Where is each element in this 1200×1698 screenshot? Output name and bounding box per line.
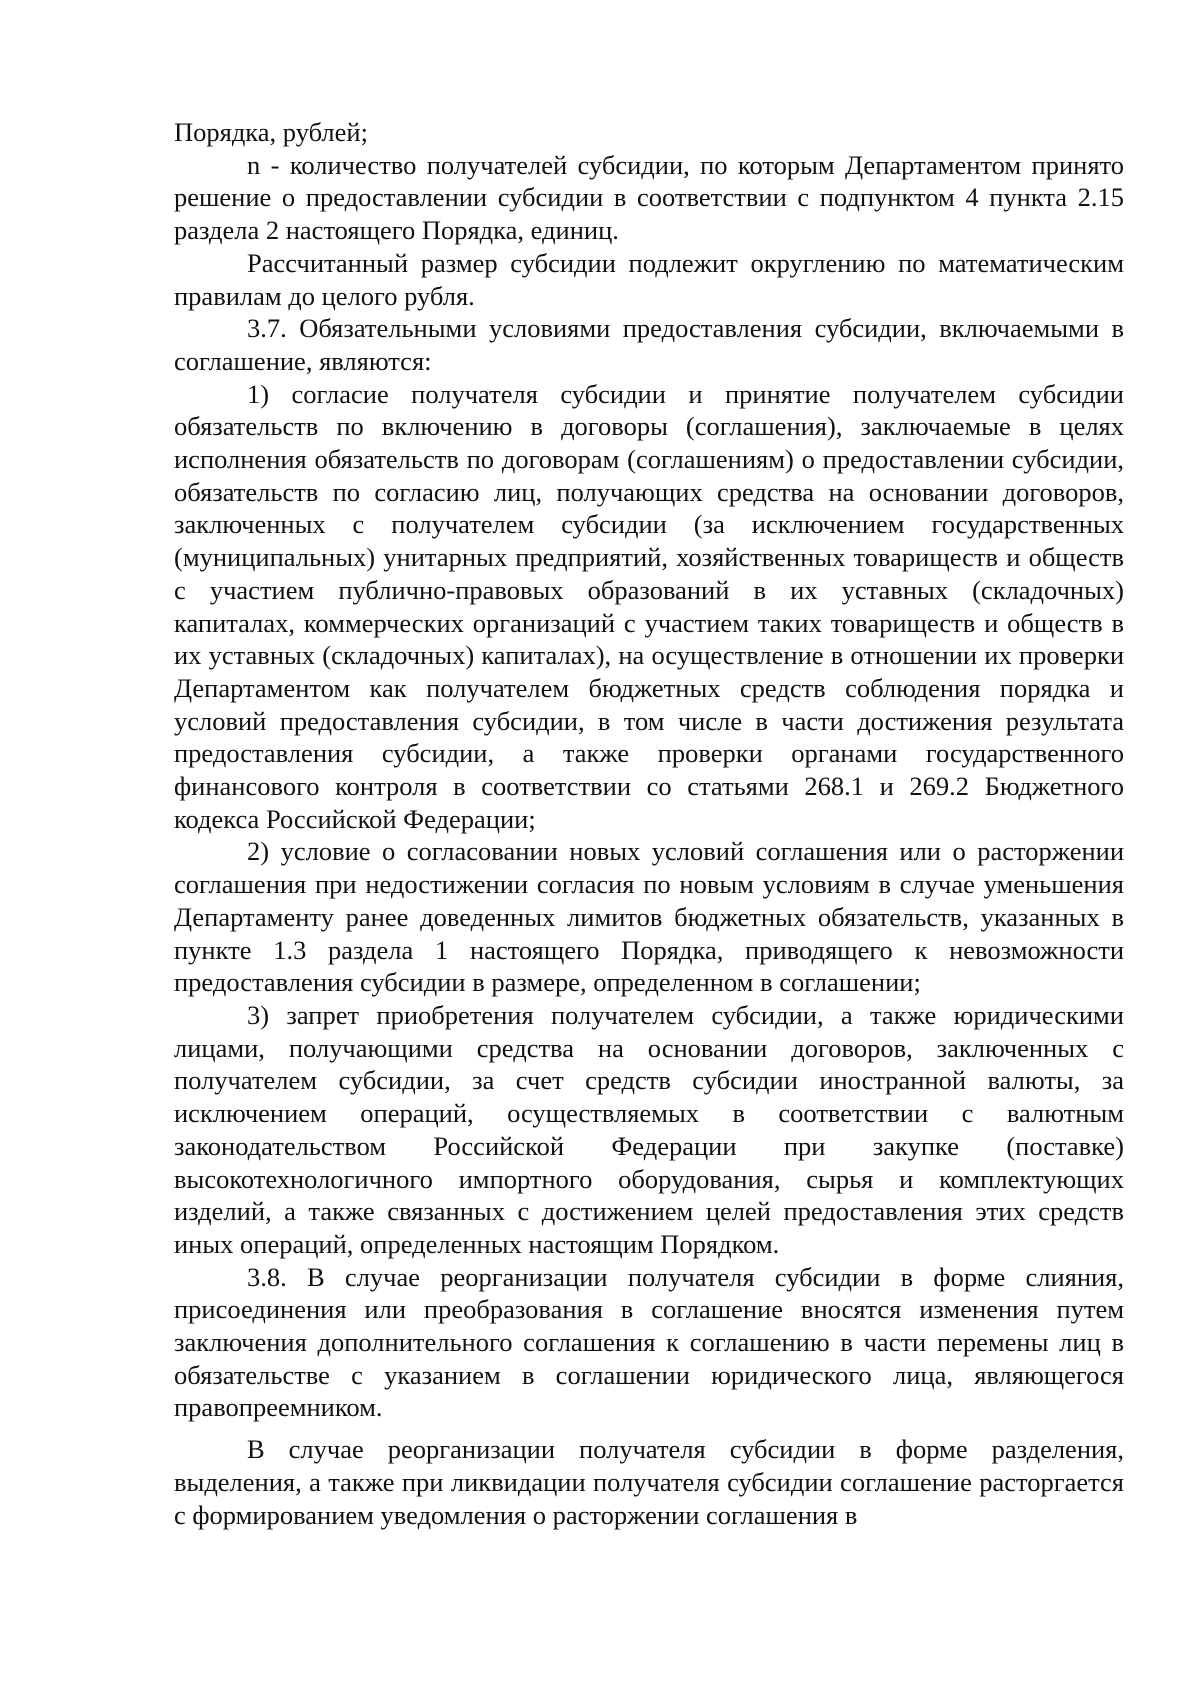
paragraph-3-7-item-3: 3) запрет приобретения получателем субсидии, а также юридическими лицами, получающими средства на основании договоров, заключенных с получателем субсидии, за счет средств субсидии иностранной валюты, за исключением операций, осуществляемых в соответствии с валютным законодательством Российской Федерации при закупке (поставке) высокотехнологичного импортного оборудования, сырья и комплектующих изделий, а также связанных с достижением целей предоставления этих средств иных операций, определенных настоящим Порядком. [174,999,1124,1259]
document-body [174,116,1124,1531]
paragraph-3-7: 3.7. Обязательными условиями предоставления субсидии, включаемыми в соглашение, являются: [174,313,1124,376]
paragraph-n-definition: n - количество получателей субсидии, по которым Департаментом принято решение о предоставлении субсидии в соответствии с подпунктом 4 пункта 2.15 раздела 2 настоящего Порядка, единиц. [174,149,1124,246]
paragraph-3-7-item-1: 1) согласие получателя субсидии и принятие получателем субсидии обязательств по включению в договоры (соглашения), заключаемые в целях исполнения обязательств по договорам (соглашениям) о предоставлении субсидии, обязательств по согласию лиц, получающих средства на основании договоров, заключенных с получателем субсидии (за исключением государственных (муниципальных) унитарных предприятий, хозяйственных товариществ и обществ с участием публично-правовых образований в их уставных (складочных) капиталах, коммерческих организаций с участием таких товариществ и обществ в их уставных (складочных) капиталах), на осуществление в отношении их проверки Департаментом как получателем бюджетных средств соблюдения порядка и условий предоставления субсидии, в том числе в части достижения результата предоставления субсидии, а также проверки органами государственного финансового контроля в соответствии со статьями 268.1 и 269.2 Бюджетного кодекса Российской Федерации; [174,378,1124,834]
paragraph-3-8: 3.8. В случае реорганизации получателя субсидии в форме слияния, присоединения или преобразования в соглашение вносятся изменения путем заключения дополнительного соглашения к соглашению в части перемены лиц в обязательстве с указанием в соглашении юридического лица, являющегося правопреемником. [174,1261,1124,1423]
paragraph-rounding: Рассчитанный размер субсидии подлежит округлению по математическим правилам до целого рубля. [174,247,1124,311]
paragraph-continuation: Порядка, рублей; [174,117,368,147]
paragraph-3-7-item-2: 2) условие о согласовании новых условий соглашения или о расторжении соглашения при недостижении согласия по новым условиям в случае уменьшения Департаменту ранее доведенных лимитов бюджетных обязательств, указанных в пункте 1.3 раздела 1 настоящего Порядка, приводящего к невозможности предоставления субсидии в размере, определенном в соглашении; [174,836,1124,998]
paragraph-reorganization-separation: В случае реорганизации получателя субсидии в форме разделения, выделения, а также при ликвидации получателя субсидии соглашение расторгается с формированием уведомления о расторжении соглашения в [174,1434,1124,1530]
